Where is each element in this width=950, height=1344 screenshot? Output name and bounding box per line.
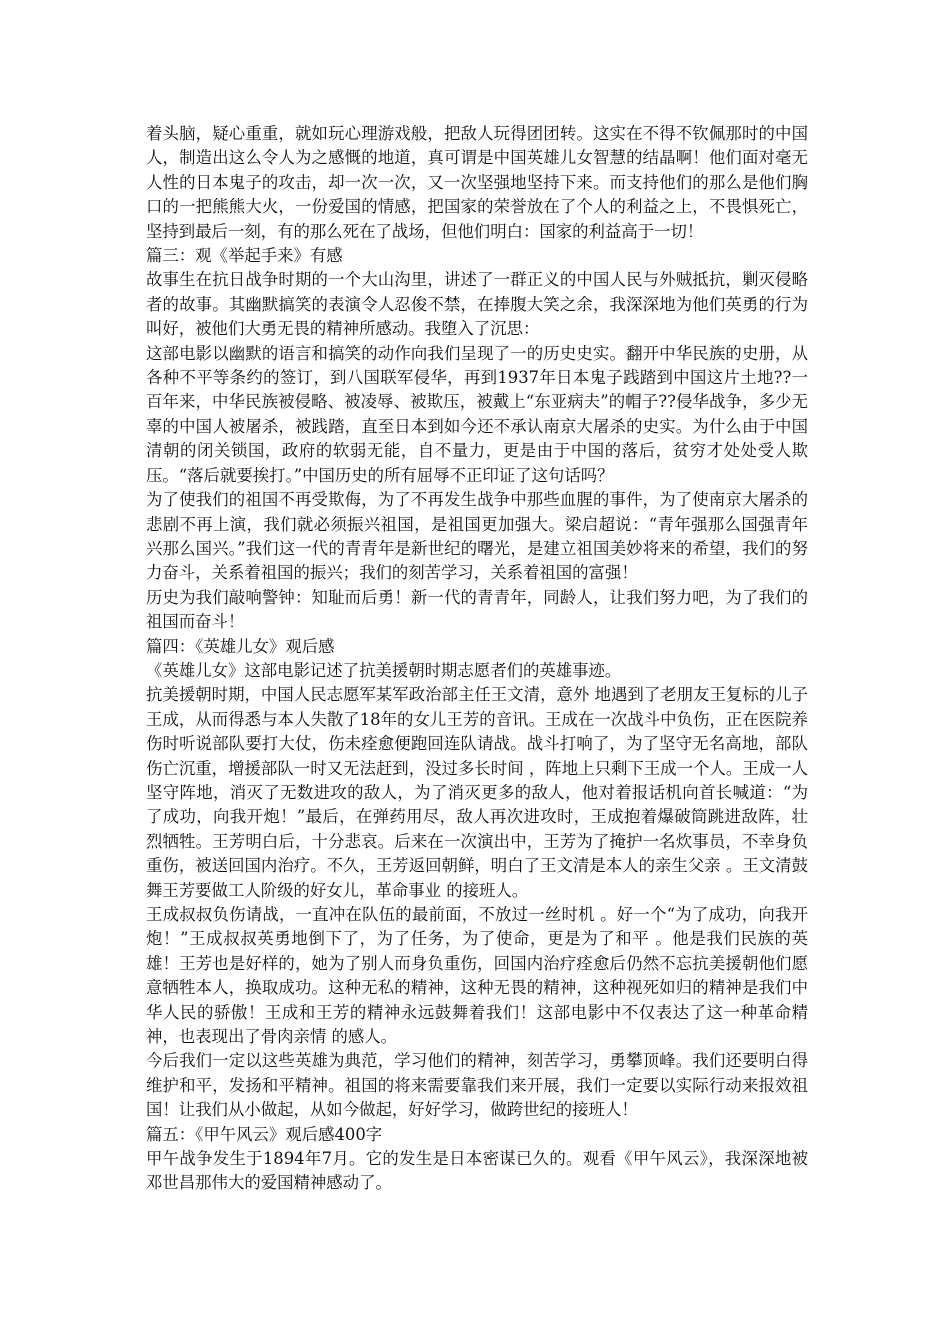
paragraph: 故事生在抗日战争时期的一个大山沟里，讲述了一群正义的中国人民与外贼抵抗，剿灭侵略者的故事。其幽默搞笑的表演令人忍俊不禁，在捧腹大笑之余，我深深地为他们英勇的行为叫好，被他们大勇无畏的精神所感动。我堕入了沉思： (146, 270, 808, 339)
paragraph: 这部电影以幽默的语言和搞笑的动作向我们呈现了一的历史史实。翻开中华民族的史册，从各种不平等条约的签订，到八国联军侵华，再到1937年日本鬼子践踏到中国这片土地??一百年来，中华民族被侵略、被凌辱、被欺压，被戴上“东亚病夫”的帽子??侵华战争，多少无辜的中国人被屠杀，被践踏，直至日本到如今还不承认南京大屠杀的史实。为什么由于中国清朝的闭关锁国，政府的软弱无能，自不量力，更是由于中国的落后，贫穷才处处受人欺压。“落后就要挨打。”中国历史的所有屈辱不正印证了这句话吗？ (146, 343, 808, 485)
paragraph-continuation: 着头脑，疑心重重，就如玩心理游戏般，把敌人玩得团团转。这实在不得不钦佩那时的中国人，制造出这么令人为之感慨的地道，真可谓是中国英雄儿女智慧的结晶啊！他们面对毫无人性的日本鬼子的攻击，却一次一次，又一次坚强地坚持下来。而支持他们的那么是他们胸口的一把熊熊大火，一份爱国的情感，把国家的荣誉放在了个人的利益之上，不畏惧死亡，坚持到最后一刻，有的那么死在了战场，但他们明白：国家的利益高于一切！ (146, 124, 808, 241)
section-heading-5: 篇五：《甲午风云》观后感400字 (146, 1124, 383, 1144)
paragraph: 为了使我们的祖国不再受欺侮，为了不再发生战争中那些血腥的事件，为了使南京大屠杀的悲剧不再上演，我们就必须振兴祖国，是祖国更加强大。梁启超说：“青年强那么国强青年兴那么国兴。”我们这一代的青青年是新世纪的曙光，是建立祖国美妙将来的希望，我们的努力奋斗，关系着祖国的振兴；我们的刻苦学习，关系着祖国的富强！ (146, 490, 808, 583)
paragraph: 抗美援朝时期，中国人民志愿军某军政治部主任王文清，意外 地遇到了老朋友王复标的儿子 王成，从而得悉与本人失散了18年的女儿王芳的音讯。王成在一次战斗中负伤，正在医院养伤时听说部队要打大仗，伤未痊愈便跑回连队请战。战斗打响了，为了坚守无名高地，部队伤亡沉重，增援部队一时又无法赶到，没过多长时间 ，阵地上只剩下王成一个人。王成一人坚守阵地，消灭了无数进攻的敌人，为了消灭更多的敌人，他对着报话机向首长喊道：“为了成功，向我开炮！”最后，在弹药用尽，敌人再次进攻时，王成抱着爆破筒跳进敌阵，壮烈牺牲。王芳明白后，十分悲哀。后来在一次演出中，王芳为了掩护一名炊事员，不幸身负重伤，被送回国内治疗。不久，王芳返回朝鲜，明白了王文清是本人的亲生父亲 。王文清鼓舞王芳要做工人阶级的好女儿，革命事业 的接班人。 (146, 685, 808, 900)
section-heading-4: 篇四：《英雄儿女》观后感 (146, 636, 335, 656)
paragraph: 历史为我们敲响警钟：知耻而后勇！新一代的青青年，同龄人，让我们努力吧，为了我们的祖国而奋斗！ (146, 587, 808, 632)
paragraph: 《英雄儿女》这部电影记述了抗美援朝时期志愿者们的英雄事迹。 (146, 660, 622, 680)
paragraph: 今后我们一定以这些英雄为典范，学习他们的精神，刻苦学习，勇攀顶峰。我们还要明白得维护和平，发扬和平精神。祖国的将来需要靠我们来开展，我们一定要以实际行动来报效祖国！让我们从小做起，从如今做起，好好学习，做跨世纪的接班人！ (146, 1051, 808, 1120)
document-body (146, 122, 808, 1196)
paragraph: 甲午战争发生于1894年7月。它的发生是日本密谋已久的。观看《甲午风云》，我深深地被邓世昌那伟大的爱国精神感动了。 (146, 1149, 808, 1193)
paragraph: 王成叔叔负伤请战，一直冲在队伍的最前面，不放过一丝时机 。好一个“为了成功，向我开炮！”王成叔叔英勇地倒下了，为了任务，为了使命，更是为了和平 。他是我们民族的英雄！王芳也是好样的，她为了别人而身负重伤，回国内治疗痊愈后仍然不忘抗美援朝他们愿意牺牲本人，换取成功。这种无私的精神，这种无畏的精神，这种视死如归的精神是我们中华人民的骄傲！王成和王芳的精神永远鼓舞着我们！这部电影中不仅表达了这一种革命精神，也表现出了骨肉亲情 的感人。 (146, 905, 808, 1047)
section-heading-3: 篇三：观《举起手来》有感 (146, 246, 343, 266)
